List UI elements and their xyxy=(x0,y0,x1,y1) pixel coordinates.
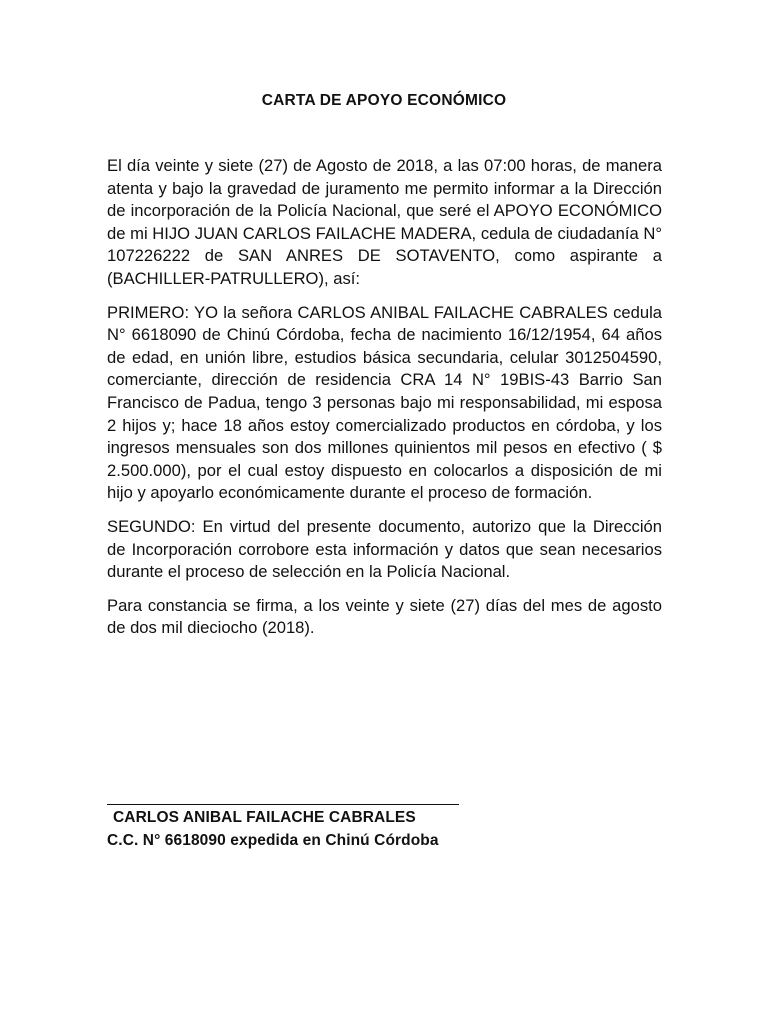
signer-id: C.C. N° 6618090 expedida en Chinú Córdoba xyxy=(107,832,439,849)
paragraph-segundo: SEGUNDO: En virtud del presente documento, autorizo que la Dirección de Incorporación corrobore esta información y datos que sean necesarios durante el proceso de selección en la Policía Nacional. xyxy=(107,516,662,582)
signature-line xyxy=(107,804,459,805)
document-title: CARTA DE APOYO ECONÓMICO xyxy=(261,92,507,109)
document-body xyxy=(107,155,662,651)
paragraph-constancia: Para constancia se firma, a los veinte y siete (27) días del mes de agosto de dos mil dieciocho (2018). xyxy=(107,595,662,638)
paragraph-primero: PRIMERO: YO la señora CARLOS ANIBAL FAILACHE CABRALES cedula N° 6618090 de Chinú Córdoba, fecha de nacimiento 16/12/1954, 64 años de edad, en unión libre, estudios básica secundaria, celular 3012504590, comerciante, dirección de residencia CRA 14 N° 19BIS-43 Barrio San Francisco de Padua, tengo 3 personas bajo mi responsabilidad, mi esposa 2 hijos y; hace 18 años estoy comercializado productos en córdoba, y los ingresos mensuales son dos millones quinientos mil pesos en efectivo ( $ 2.500.000), por el cual estoy dispuesto en colocarlos a disposición de mi hijo y apoyarlo económicamente durante el proceso de formación. xyxy=(107,302,662,503)
paragraph-intro: El día veinte y siete (27) de Agosto de 2018, a las 07:00 horas, de manera atenta y bajo la gravedad de juramento me permito informar a la Dirección de incorporación de la Policía Nacional, que seré el APOYO ECONÓMICO de mi HIJO JUAN CARLOS FAILACHE MADERA, cedula de ciudadanía N° 107226222 de SAN ANRES DE SOTAVENTO, como aspirante a (BACHILLER-PATRULLERO), así: xyxy=(107,156,662,288)
signer-name: CARLOS ANIBAL FAILACHE CABRALES xyxy=(113,809,416,826)
